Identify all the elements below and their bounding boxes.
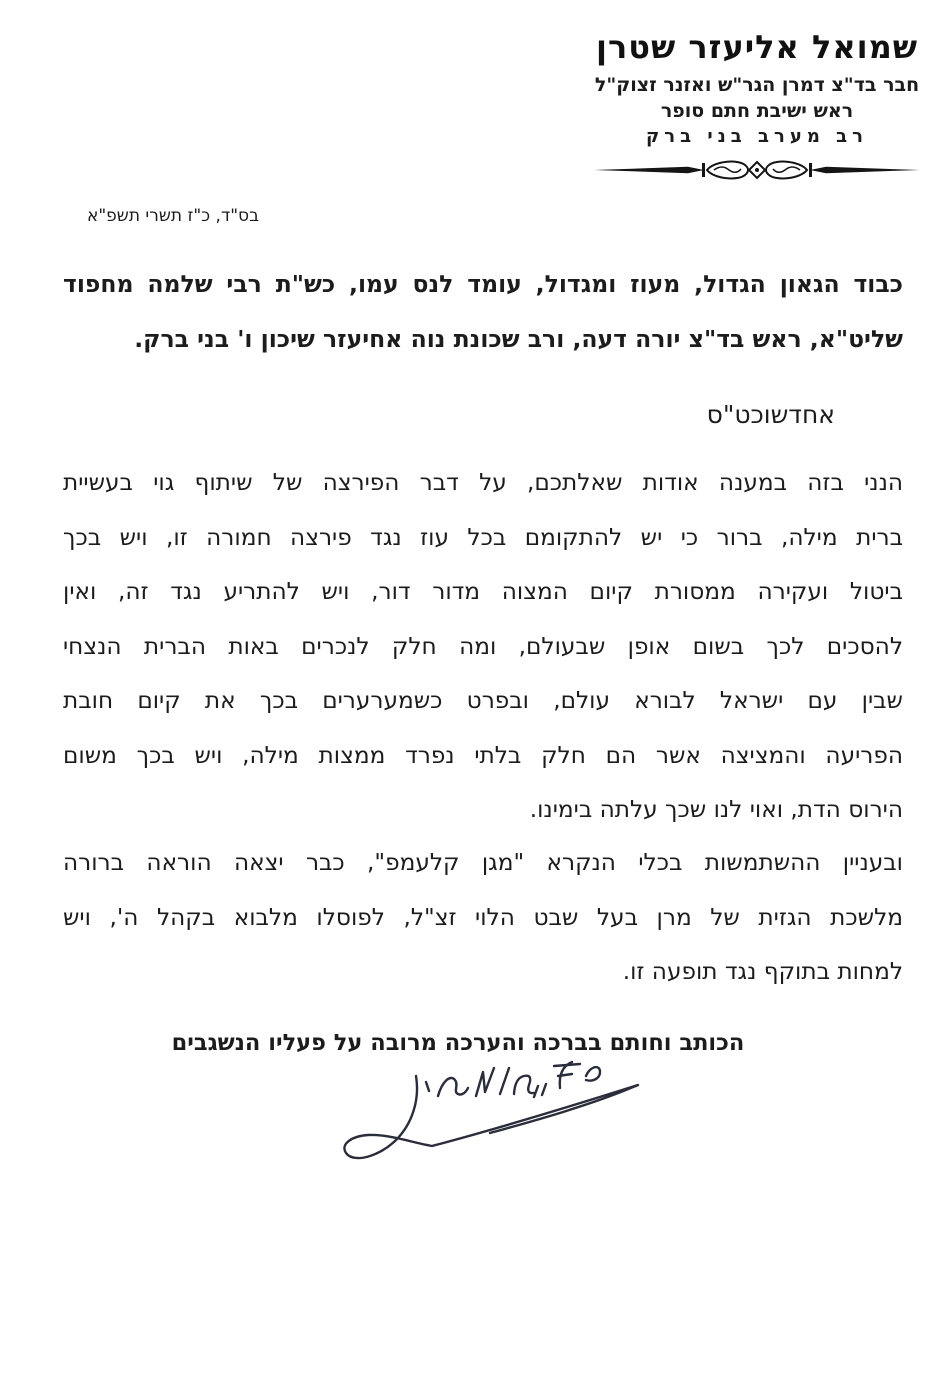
body-paragraph-2 xyxy=(63,836,903,1000)
body-line: למחות בתוקף נגד תופעה זו. xyxy=(622,958,903,985)
letterhead-name: שמואל אליעזר שטרן xyxy=(595,28,919,66)
letterhead-title-2: ראש ישיבת חתם סופר xyxy=(660,100,854,122)
addressee-line: שליט"א, ראש בד"צ יורה דעה, ורב שכונת נוה אחיעזר שיכון ו' בני ברק. xyxy=(134,325,903,353)
addressee-block xyxy=(63,257,903,367)
greeting-abbreviation: אחדשוכט"ס xyxy=(706,400,835,429)
body-line: הפריעה והמציצה אשר הם חלק בלתי נפרד ממצות מילה, ויש בכך משום xyxy=(63,741,903,769)
addressee-line: כבוד הגאון הגדול, מעוז ומגדול, עומד לנס עמו, כש"ת רבי שלמה מחפוד xyxy=(63,270,903,298)
handwritten-signature xyxy=(338,1056,660,1171)
body-line: הנני בזה במענה אודות שאלתכם, על דבר הפירצה של שיתוף גוי בעשיית xyxy=(63,469,903,496)
ornamental-divider-icon xyxy=(577,152,937,192)
body-line: ובעניין ההשתמשות בכלי הנקרא "מגן קלעמפ", כבר יצאה הוראה ברורה xyxy=(63,849,903,876)
body-paragraph-1 xyxy=(63,456,903,838)
closing-line: הכותב וחותם בברכה והערכה מרובה על פעליו הנשגבים xyxy=(171,1030,745,1056)
body-line: הירוס הדת, ואוי לנו שכך עלתה בימינו. xyxy=(529,796,903,823)
body-line: ביטול ועקירה ממסורת קיום המצוה מדור דור, ויש להתריע נגד זה, ואין xyxy=(63,578,903,605)
body-line: מלשכת הגזית של מרן בעל שבט הלוי זצ"ל, לפוסלו מלבוא בקהל ה', ויש xyxy=(63,903,903,931)
body-line: להסכים לכך בשום אופן שבעולם, ומה חלק לנכרים באות הברית הנצחי xyxy=(63,632,903,660)
letterhead-title-1: חבר בד"צ דמרן הגר"ש ואזנר זצוק"ל xyxy=(594,74,920,96)
letterhead xyxy=(577,28,937,192)
body-line: שבין עם ישראל לבורא עולם, ובפרט כשמערערים בכך את קיום חובת xyxy=(63,687,903,714)
date-line: בס"ד, כ"ז תשרי תשפ"א xyxy=(87,206,259,226)
body-line: ברית מילה, ברור כי יש להתקומם בכל עוז נגד פירצה חמורה זו, ויש בכך xyxy=(63,523,903,551)
letterhead-title-3: רב מערב בני ברק xyxy=(646,126,868,147)
